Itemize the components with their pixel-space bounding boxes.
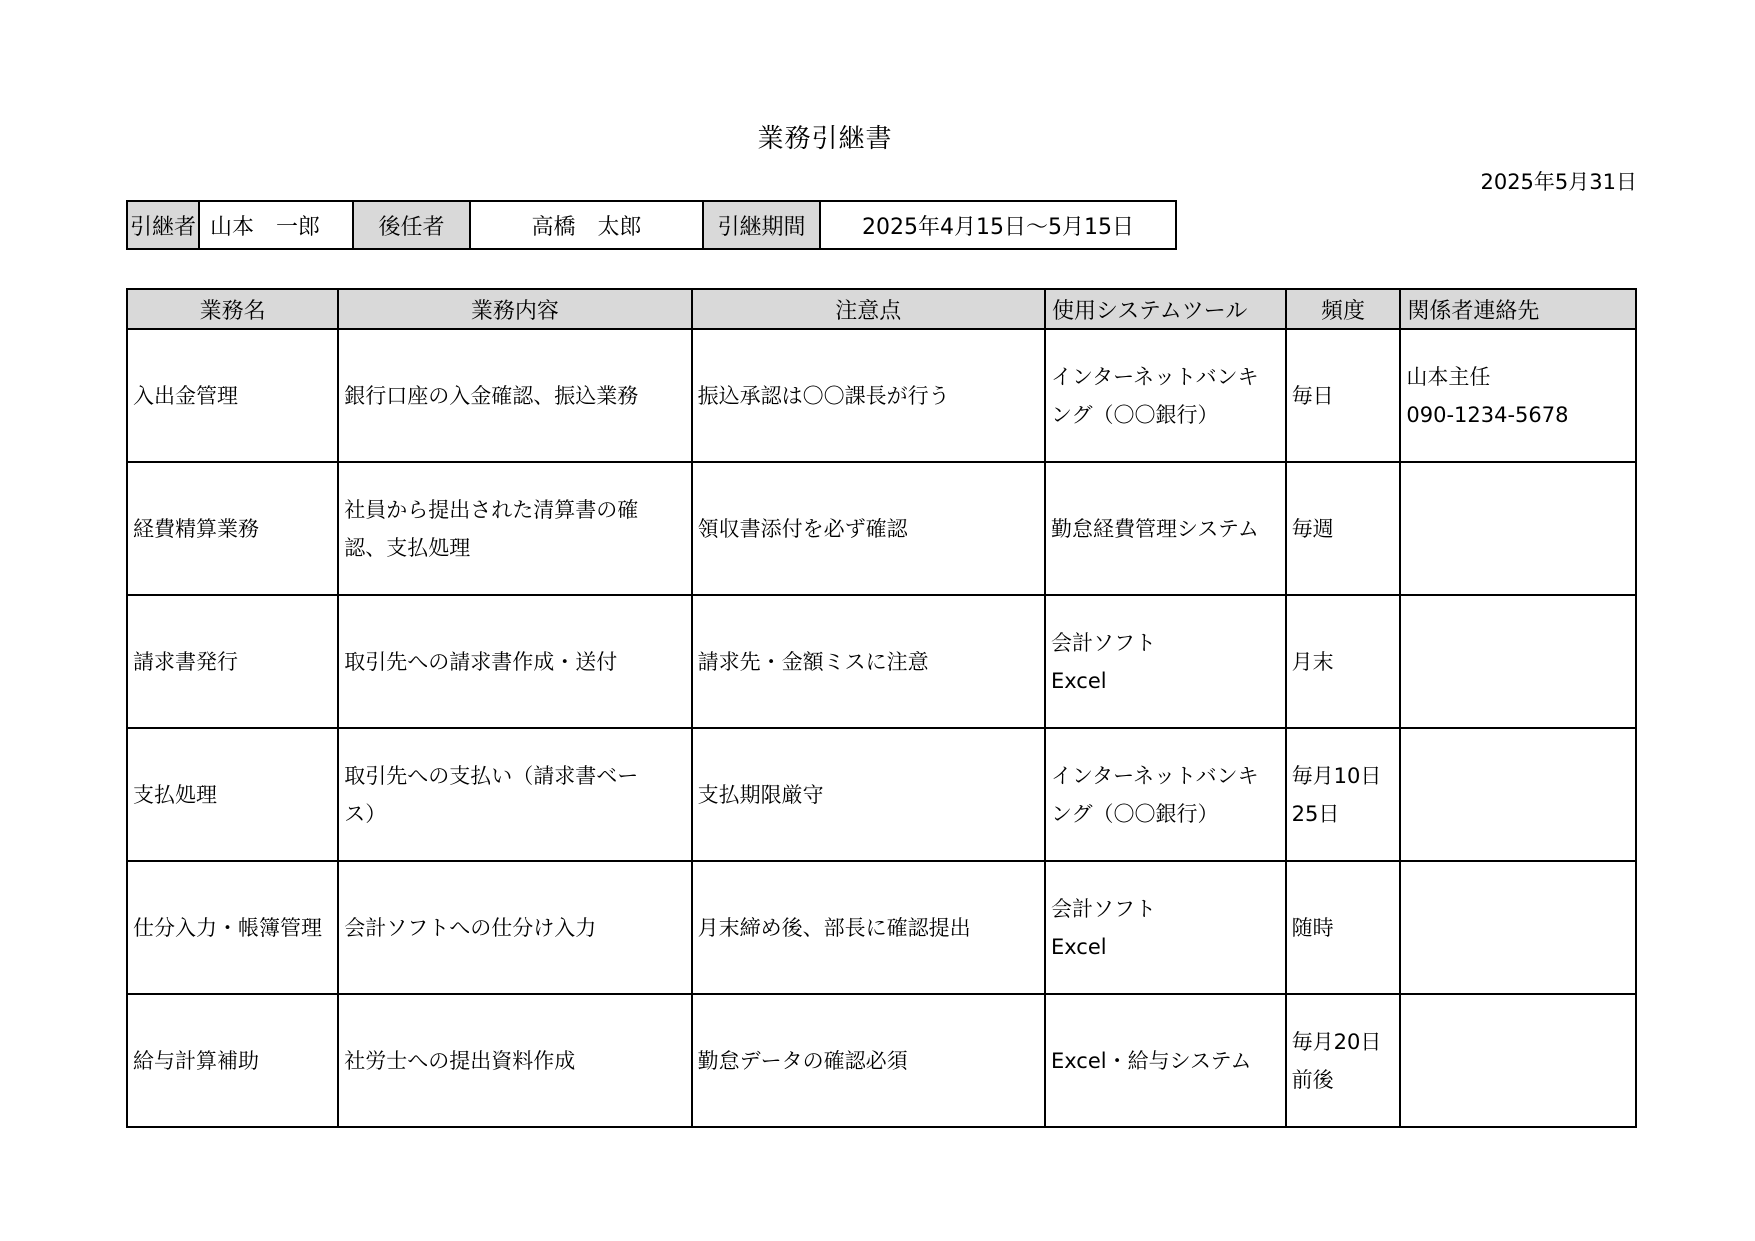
cell-notes: 勤怠データの確認必須 <box>692 994 1045 1127</box>
cell-notes: 領収書添付を必ず確認 <box>692 462 1045 595</box>
table-row <box>127 329 1636 462</box>
cell-task-content-line: 銀行口座の入金確認、振込業務 <box>344 383 639 408</box>
cell-contact <box>1400 994 1636 1127</box>
cell-frequency <box>1286 329 1401 462</box>
period-value: 2025年4月15日〜5月15日 <box>820 201 1176 249</box>
table-body <box>127 329 1636 1127</box>
cell-notes: 請求先・金額ミスに注意 <box>692 595 1045 728</box>
table-header-row <box>127 289 1636 329</box>
table-row <box>127 861 1636 994</box>
header-task-name: 業務名 <box>127 289 338 329</box>
cell-task-content-line: 取引先への請求書作成・送付 <box>344 649 618 674</box>
cell-task-content-line: ス） <box>344 801 387 826</box>
cell-frequency-line: 毎日 <box>1291 383 1334 408</box>
to-label: 後任者 <box>353 201 470 249</box>
cell-contact-line: 090-1234-5678 <box>1406 402 1569 427</box>
cell-tools-line: ング（〇〇銀行） <box>1050 801 1219 826</box>
cell-tools-line: 勤怠経費管理システム <box>1050 516 1259 541</box>
cell-frequency <box>1286 462 1401 595</box>
cell-notes: 支払期限厳守 <box>692 728 1045 861</box>
cell-task-content-line: 社労士への提出資料作成 <box>344 1048 576 1073</box>
cell-notes: 振込承認は〇〇課長が行う <box>692 329 1045 462</box>
cell-tools-line: インターネットバンキ <box>1050 763 1259 788</box>
from-label: 引継者 <box>127 201 199 249</box>
from-name: 山本 一郎 <box>199 201 353 249</box>
cell-tools <box>1045 329 1286 462</box>
cell-tools <box>1045 861 1286 994</box>
cell-task-content-line: 会計ソフトへの仕分け入力 <box>344 915 597 940</box>
handover-task-table <box>126 288 1637 1128</box>
cell-contact <box>1400 595 1636 728</box>
cell-task-content <box>338 595 691 728</box>
cell-frequency <box>1286 595 1401 728</box>
document-date: 2025年5月31日 <box>1480 170 1637 194</box>
header-notes: 注意点 <box>692 289 1045 329</box>
cell-notes: 月末締め後、部長に確認提出 <box>692 861 1045 994</box>
cell-frequency-line: 前後 <box>1291 1067 1334 1092</box>
cell-frequency-line: 随時 <box>1291 915 1334 940</box>
cell-frequency-line: 毎週 <box>1291 516 1334 541</box>
cell-task-name: 経費精算業務 <box>127 462 338 595</box>
document-title: 業務引継書 <box>757 124 893 154</box>
cell-frequency <box>1286 728 1401 861</box>
cell-tools-line: Excel・給与システム <box>1050 1048 1252 1073</box>
cell-tools <box>1045 595 1286 728</box>
cell-tools-line: Excel <box>1050 934 1107 959</box>
cell-task-content <box>338 329 691 462</box>
cell-tools-line: インターネットバンキ <box>1050 364 1259 389</box>
cell-task-name: 仕分入力・帳簿管理 <box>127 861 338 994</box>
table-row <box>127 728 1636 861</box>
cell-frequency-line: 25日 <box>1291 801 1340 826</box>
cell-task-content-line: 認、支払処理 <box>344 535 471 560</box>
header-frequency: 頻度 <box>1286 289 1401 329</box>
cell-tools <box>1045 462 1286 595</box>
cell-tools-line: Excel <box>1050 668 1107 693</box>
to-name: 高橋 太郎 <box>470 201 703 249</box>
cell-contact <box>1400 728 1636 861</box>
cell-frequency <box>1286 994 1401 1127</box>
table-row <box>127 462 1636 595</box>
period-label: 引継期間 <box>703 201 820 249</box>
cell-task-name: 支払処理 <box>127 728 338 861</box>
cell-contact <box>1400 462 1636 595</box>
cell-task-content <box>338 462 691 595</box>
cell-task-content <box>338 994 691 1127</box>
cell-task-name: 給与計算補助 <box>127 994 338 1127</box>
cell-task-content-line: 社員から提出された清算書の確 <box>344 497 639 522</box>
cell-contact-line: 山本主任 <box>1406 364 1491 389</box>
handover-info-row <box>127 201 1176 249</box>
header-tools: 使用システムツール <box>1045 289 1286 329</box>
cell-task-name: 入出金管理 <box>127 329 338 462</box>
header-task-content: 業務内容 <box>338 289 691 329</box>
cell-tools-line: 会計ソフト <box>1050 630 1156 655</box>
table-row <box>127 994 1636 1127</box>
cell-contact <box>1400 861 1636 994</box>
cell-task-content <box>338 861 691 994</box>
cell-task-name: 請求書発行 <box>127 595 338 728</box>
cell-tools-line: 会計ソフト <box>1050 896 1156 921</box>
cell-frequency-line: 毎月20日 <box>1291 1029 1382 1054</box>
cell-tools <box>1045 728 1286 861</box>
header-contact: 関係者連絡先 <box>1400 289 1636 329</box>
cell-contact <box>1400 329 1636 462</box>
handover-info-table <box>126 200 1177 250</box>
cell-task-content <box>338 728 691 861</box>
cell-tools <box>1045 994 1286 1127</box>
cell-tools-line: ング（〇〇銀行） <box>1050 402 1219 427</box>
cell-frequency-line: 月末 <box>1291 649 1334 674</box>
cell-frequency-line: 毎月10日 <box>1291 763 1382 788</box>
table-row <box>127 595 1636 728</box>
cell-task-content-line: 取引先への支払い（請求書ベー <box>344 763 639 788</box>
cell-frequency <box>1286 861 1401 994</box>
